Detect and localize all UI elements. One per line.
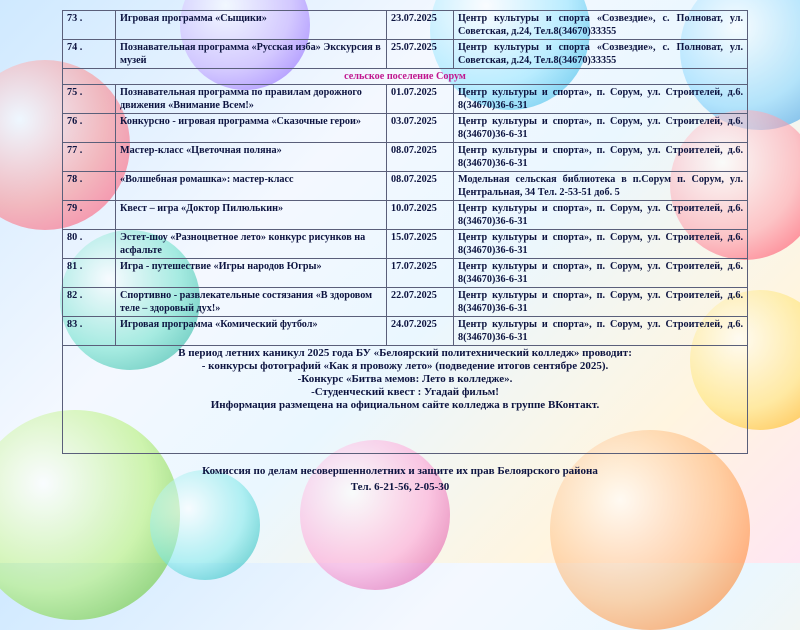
footer <box>0 463 800 495</box>
row-number: 83 . <box>63 317 116 346</box>
event-date: 01.07.2025 <box>387 85 454 114</box>
info-line: Информация размещена на официальном сайте колледжа в группе ВКонтакт. <box>210 399 600 411</box>
event-name: Спортивно - развлекательные состязания «В здоровом теле – здоровый дух!» <box>116 288 387 317</box>
footer-phone: Тел. 6-21-56, 2-05-30 <box>350 481 450 493</box>
row-number: 77 . <box>63 143 116 172</box>
section-row <box>63 69 748 85</box>
event-place: Центр культуры и спорта», п. Сорум, ул. Строителей, д.6. 8(34670)36-6-31 <box>454 143 748 172</box>
info-block <box>63 346 748 454</box>
event-date: 03.07.2025 <box>387 114 454 143</box>
event-place: Центр культуры и спорта «Созвездие», с. Полноват, ул. Советская, д.24, Тел.8(34670)33355 <box>454 11 748 40</box>
table-row <box>63 288 748 317</box>
info-line: В период летних каникул 2025 года БУ «Белоярский политехнический колледж» проводит: <box>178 347 632 359</box>
table-row <box>63 85 748 114</box>
row-number: 82 . <box>63 288 116 317</box>
footer-commission: Комиссия по делам несовершеннолетних и защите их прав Белоярского района <box>202 465 598 477</box>
event-place: Модельная сельская библиотека в п.Сорум п. Сорум, ул. Центральная, 34 Тел. 2-53-51 доб. 5 <box>454 172 748 201</box>
row-number: 79 . <box>63 201 116 230</box>
event-place: Центр культуры и спорта «Созвездие», с. Полноват, ул. Советская, д.24, Тел.8(34670)33355 <box>454 40 748 69</box>
info-row <box>63 346 748 454</box>
row-number: 74 . <box>63 40 116 69</box>
event-place: Центр культуры и спорта», п. Сорум, ул. Строителей, д.6. 8(34670)36-6-31 <box>454 317 748 346</box>
event-place: Центр культуры и спорта», п. Сорум, ул. Строителей, д.6. 8(34670)36-6-31 <box>454 259 748 288</box>
table-row <box>63 40 748 69</box>
section-title: сельское поселение Сорум <box>63 69 748 85</box>
table-row <box>63 230 748 259</box>
event-date: 25.07.2025 <box>387 40 454 69</box>
event-name: Конкурсно - игровая программа «Сказочные герои» <box>116 114 387 143</box>
event-place: Центр культуры и спорта», п. Сорум, ул. Строителей, д.6. 8(34670)36-6-31 <box>454 114 748 143</box>
event-name: Игровая программа «Сыщики» <box>116 11 387 40</box>
event-name: Игра - путешествие «Игры народов Югры» <box>116 259 387 288</box>
table-row <box>63 259 748 288</box>
event-place: Центр культуры и спорта», п. Сорум, ул. Строителей, д.6. 8(34670)36-6-31 <box>454 201 748 230</box>
event-date: 08.07.2025 <box>387 143 454 172</box>
bubble-decoration <box>550 430 750 630</box>
table-row <box>63 11 748 40</box>
event-date: 15.07.2025 <box>387 230 454 259</box>
event-date: 17.07.2025 <box>387 259 454 288</box>
row-number: 78 . <box>63 172 116 201</box>
event-name: «Волшебная ромашка»: мастер-класс <box>116 172 387 201</box>
event-date: 22.07.2025 <box>387 288 454 317</box>
event-name: Игровая программа «Комический футбол» <box>116 317 387 346</box>
table-row <box>63 201 748 230</box>
event-name: Эстет-шоу «Разноцветное лето» конкурс рисунков на асфальте <box>116 230 387 259</box>
info-line: -Конкурс «Битва мемов: Лето в колледже». <box>297 373 513 385</box>
row-number: 80 . <box>63 230 116 259</box>
table-row <box>63 172 748 201</box>
info-line: - конкурсы фотографий «Как я провожу лето» (подведение итогов сентябре 2025). <box>201 360 609 372</box>
table-row <box>63 317 748 346</box>
table-row <box>63 143 748 172</box>
event-date: 10.07.2025 <box>387 201 454 230</box>
event-name: Познавательная программа по правилам дорожного движения «Внимание Всем!» <box>116 85 387 114</box>
event-date: 08.07.2025 <box>387 172 454 201</box>
table-row <box>63 114 748 143</box>
info-line: -Студенческий квест : Угадай фильм! <box>311 386 499 398</box>
event-date: 23.07.2025 <box>387 11 454 40</box>
row-number: 81 . <box>63 259 116 288</box>
event-name: Мастер-класс «Цветочная поляна» <box>116 143 387 172</box>
event-date: 24.07.2025 <box>387 317 454 346</box>
event-place: Центр культуры и спорта», п. Сорум, ул. Строителей, д.6. 8(34670)36-6-31 <box>454 288 748 317</box>
row-number: 75 . <box>63 85 116 114</box>
event-place: Центр культуры и спорта», п. Сорум, ул. Строителей, д.6. 8(34670)36-6-31 <box>454 85 748 114</box>
schedule-table <box>62 10 748 454</box>
row-number: 73 . <box>63 11 116 40</box>
row-number: 76 . <box>63 114 116 143</box>
event-name: Квест – игра «Доктор Пилюлькин» <box>116 201 387 230</box>
event-place: Центр культуры и спорта», п. Сорум, ул. Строителей, д.6. 8(34670)36-6-31 <box>454 230 748 259</box>
event-name: Познавательная программа «Русская изба» Экскурсия в музей <box>116 40 387 69</box>
